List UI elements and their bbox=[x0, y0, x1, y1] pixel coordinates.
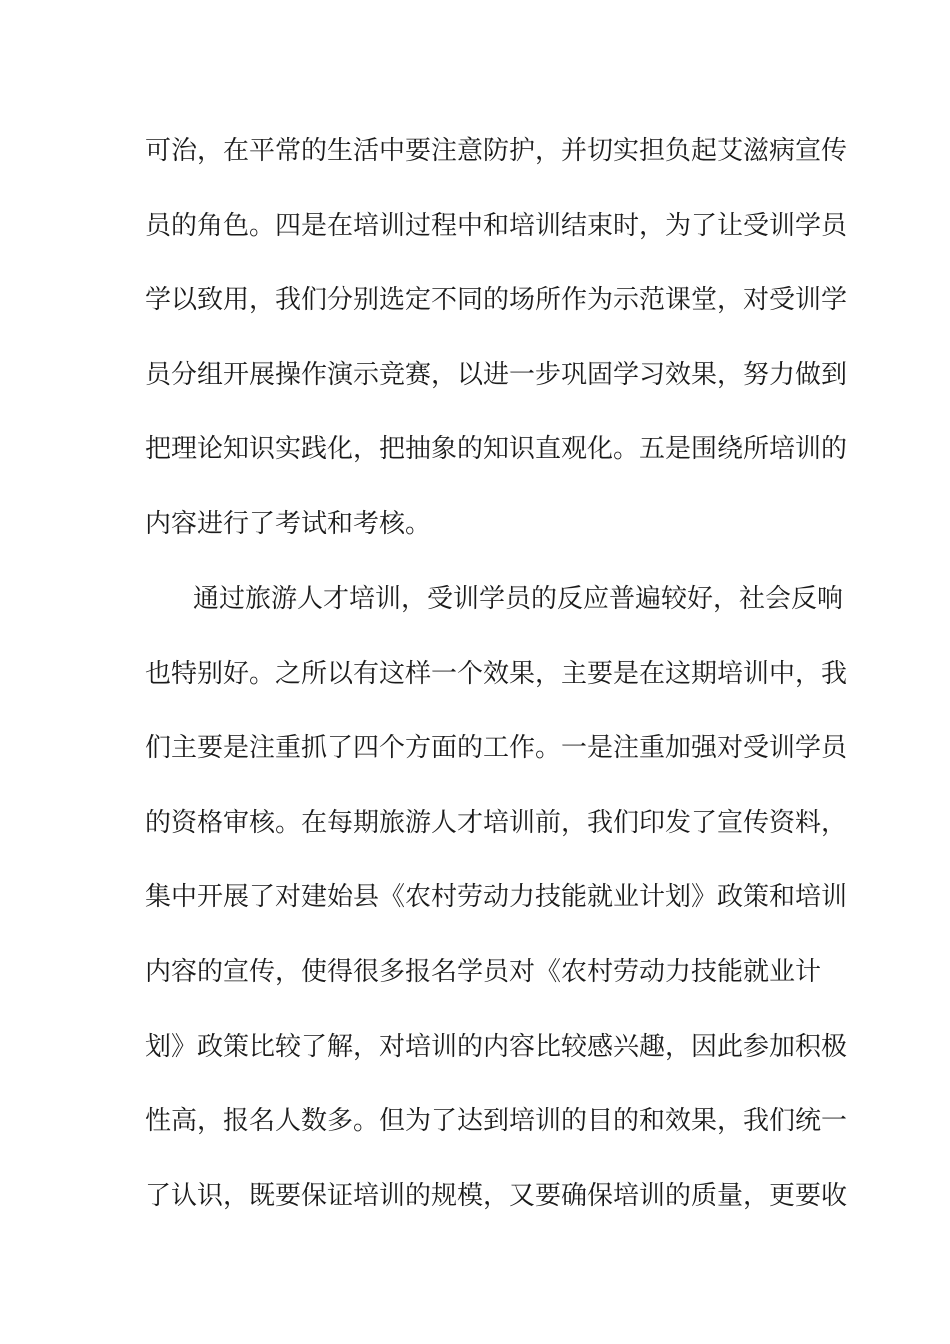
paragraph-line: 们主要是注重抓了四个方面的工作。一是注重加强对受训学员 bbox=[145, 733, 848, 764]
paragraph-line: 集中开展了对建始县《农村劳动力技能就业计划》政策和培训 bbox=[145, 882, 848, 913]
paragraph-line: 内容进行了考试和考核。 bbox=[145, 508, 432, 539]
paragraph-line: 通过旅游人才培训，受训学员的反应普遍较好，社会反响 bbox=[193, 584, 844, 614]
paragraph-line: 了认识，既要保证培训的规模，又要确保培训的质量，更要收 bbox=[145, 1180, 848, 1211]
paragraph-line: 也特别好。之所以有这样一个效果，主要是在这期培训中，我 bbox=[145, 658, 848, 689]
paragraph-line: 的资格审核。在每期旅游人才培训前，我们印发了宣传资料， bbox=[145, 807, 848, 838]
paragraph-line: 把理论知识实践化，把抽象的知识直观化。五是围绕所培训的 bbox=[145, 434, 848, 465]
paragraph-1 bbox=[145, 131, 848, 579]
paragraph-2 bbox=[145, 579, 848, 1250]
paragraph-line: 内容的宣传，使得很多报名学员对《农村劳动力技能就业计 bbox=[145, 956, 822, 987]
paragraph-line: 学以致用，我们分别选定不同的场所作为示范课堂，对受训学 bbox=[145, 285, 848, 316]
paragraph-line: 性高，报名人数多。但为了达到培训的目的和效果，我们统一 bbox=[145, 1106, 848, 1137]
paragraph-line: 划》政策比较了解，对培训的内容比较感兴趣，因此参加积极 bbox=[145, 1031, 848, 1062]
paragraph-line: 员分组开展操作演示竞赛，以进一步巩固学习效果，努力做到 bbox=[145, 359, 848, 390]
paragraph-line: 员的角色。四是在培训过程中和培训结束时，为了让受训学员 bbox=[145, 210, 848, 241]
paragraph-line: 可治，在平常的生活中要注意防护，并切实担负起艾滋病宣传 bbox=[145, 136, 848, 166]
